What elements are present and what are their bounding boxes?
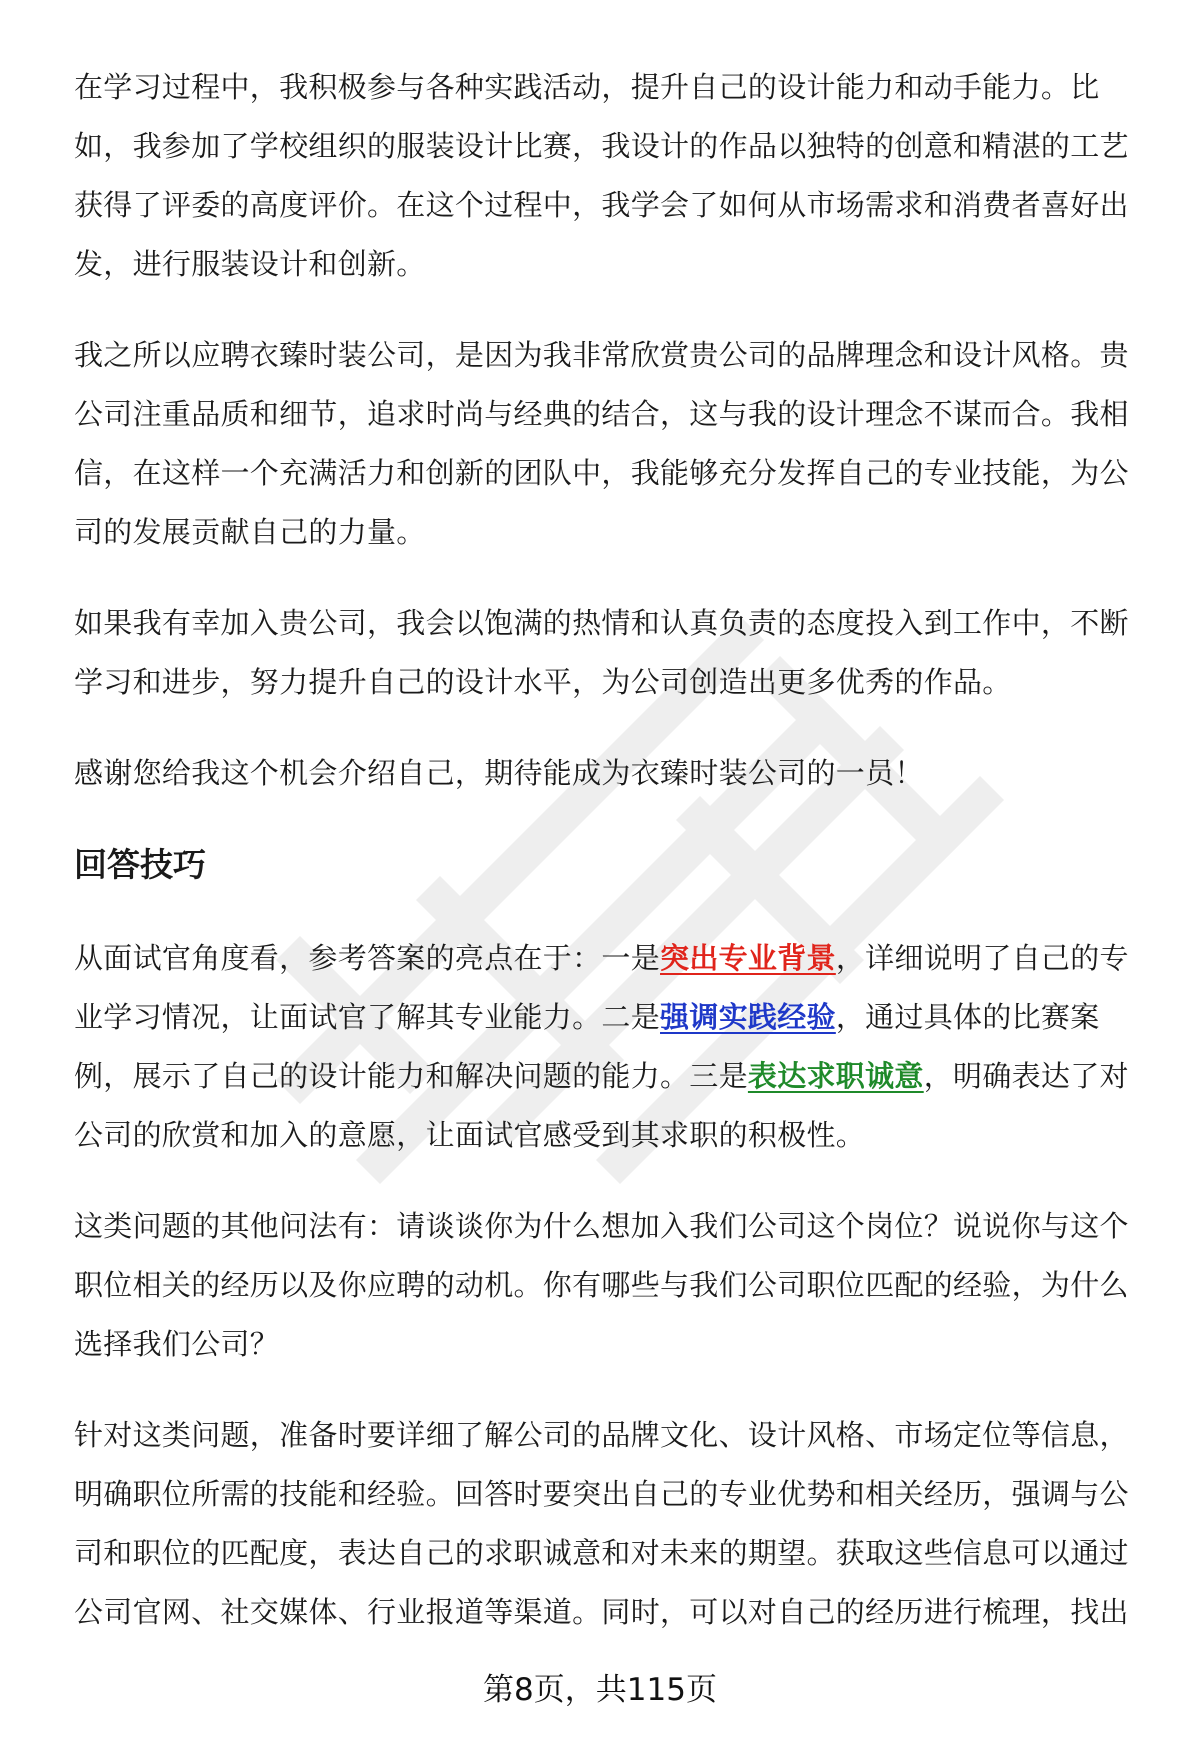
other-questions-paragraph: 这类问题的其他问法有：请谈谈你为什么想加入我们公司这个岗位？说说你与这个职位相关的经历以及你应聘的动机。你有哪些与我们公司职位匹配的经验，为什么选择我们公司？ [74, 1209, 1129, 1361]
tips-text-part-2: ，详细说明了自己的专业学习情况，让面试官了解其专业能力。二是 [74, 941, 1129, 1034]
document-body [74, 58, 1144, 1674]
tips-text-part-4: ，明确表达了对公司的欣赏和加入的意愿，让面试官感受到其求职的积极性。 [74, 1059, 1129, 1152]
highlight-practical-experience: 强调实践经验 [660, 1000, 836, 1034]
preparation-paragraph: 针对这类问题，准备时要详细了解公司的品牌文化、设计风格、市场定位等信息，明确职位所需的技能和经验。回答时要突出自己的专业优势和相关经历，强调与公司和职位的匹配度，表达自己的求职诚意和对未来的期望。获取这些信息可以通过公司官网、社交媒体、行业报道等渠道。同时，可以对自己的经历进行梳理，找出 [74, 1418, 1129, 1629]
section-heading: 回答技巧 [74, 845, 206, 884]
tips-paragraph [74, 929, 1144, 1165]
tips-text-part-1: 从面试官角度看，参考答案的亮点在于：一是 [74, 941, 661, 975]
body-paragraph-1: 在学习过程中，我积极参与各种实践活动，提升自己的设计能力和动手能力。比如，我参加了学校组织的服装设计比赛，我设计的作品以独特的创意和精湛的工艺获得了评委的高度评价。在这个过程中，我学会了如何从市场需求和消费者喜好出发，进行服装设计和创新。 [74, 70, 1129, 281]
highlight-job-sincerity: 表达求职诚意 [747, 1059, 924, 1093]
highlight-professional-background: 突出专业背景 [660, 941, 836, 975]
tips-text-part-3: ，通过具体的比赛案例，展示了自己的设计能力和解决问题的能力。三是 [74, 1000, 1100, 1093]
body-paragraph-4: 感谢您给我这个机会介绍自己，期待能成为衣臻时装公司的一员！ [74, 756, 924, 790]
body-paragraph-3: 如果我有幸加入贵公司，我会以饱满的热情和认真负责的态度投入到工作中，不断学习和进步，努力提升自己的设计水平，为公司创造出更多优秀的作品。 [74, 606, 1129, 699]
page-number-footer: 第8页，共115页 [483, 1672, 717, 1708]
body-paragraph-2: 我之所以应聘衣臻时装公司，是因为我非常欣赏贵公司的品牌理念和设计风格。贵公司注重品质和细节，追求时尚与经典的结合，这与我的设计理念不谋而合。我相信，在这样一个充满活力和创新的团队中，我能够充分发挥自己的专业技能，为公司的发展贡献自己的力量。 [74, 338, 1129, 549]
